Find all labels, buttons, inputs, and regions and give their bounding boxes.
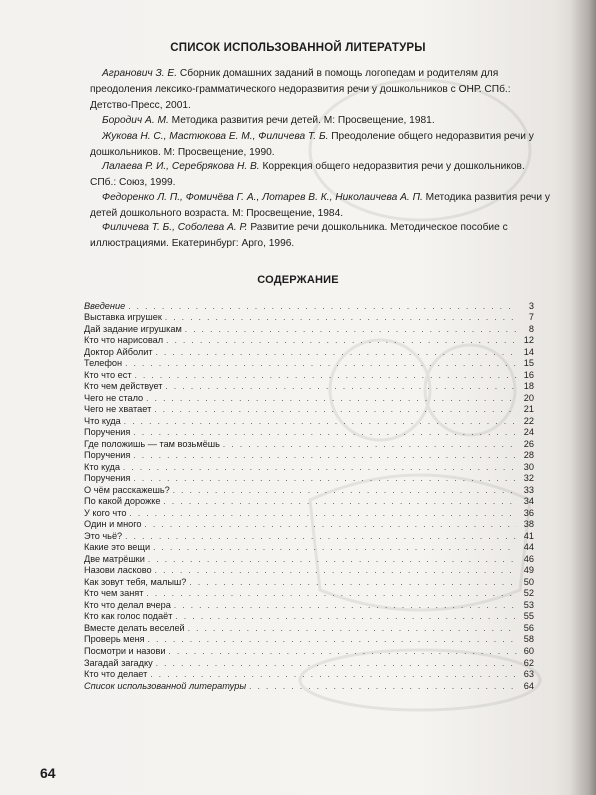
toc-dot-leader [135, 370, 517, 381]
toc-entry-page: 18 [523, 381, 534, 392]
toc-dot-leader [173, 485, 517, 496]
toc-dot-leader [156, 347, 517, 358]
toc-entry-page: 32 [523, 473, 534, 484]
toc-dot-leader [146, 588, 517, 599]
toc-dot-leader [124, 416, 517, 427]
toc-entry-page: 52 [523, 588, 534, 599]
toc-dot-leader [249, 681, 517, 692]
toc-entry-title: Две матрёшки [84, 553, 145, 564]
toc-dot-leader [169, 646, 517, 657]
toc-entry-page: 44 [523, 542, 534, 553]
toc-entry-title: Список использованной литературы [84, 680, 247, 691]
toc-entry-title: Чего не стало [84, 392, 144, 403]
entry-text: Методика развития речи у детей дошкольного возраста. М: Просвещение, 1984. [90, 192, 550, 219]
toc-dot-leader [175, 611, 517, 622]
toc-entry-page: 60 [523, 645, 534, 656]
toc-entry-title: Что куда [84, 415, 121, 426]
toc-entry-page: 22 [523, 415, 534, 426]
toc-entry [84, 611, 534, 623]
toc-entry [84, 657, 534, 669]
toc-entry-page: 49 [523, 565, 534, 576]
toc-entry-title: Чего не хватает [84, 404, 152, 415]
toc-dot-leader [174, 600, 517, 611]
toc-entry-title: Загадай загадку [84, 657, 153, 668]
toc-dot-leader [153, 542, 517, 553]
toc-entry-title: Как зовут тебя, малыш? [84, 576, 187, 587]
toc-dot-leader [188, 623, 517, 634]
toc-entry [84, 381, 534, 393]
toc-entry [84, 496, 534, 508]
toc-entry-page: 64 [523, 680, 534, 691]
bibliography-entry [90, 113, 552, 129]
toc-dot-leader [165, 312, 517, 323]
toc-entry [84, 484, 534, 496]
toc-dot-leader [165, 381, 517, 392]
toc-entry [84, 553, 534, 565]
toc-entry-page: 28 [523, 450, 534, 461]
toc-entry-page: 15 [523, 358, 534, 369]
toc-entry [84, 542, 534, 554]
toc-dot-leader [123, 462, 517, 473]
toc-entry-page: 3 [528, 300, 534, 311]
entry-author: Федоренко Л. П., Фомичёва Г. А., Лотарев В. К., Николаичева А. П. [102, 192, 423, 203]
bibliography-entry [90, 159, 552, 191]
toc-entry-page: 58 [523, 634, 534, 645]
toc-dot-leader [146, 393, 517, 404]
toc-entry-title: Проверь меня [84, 634, 145, 645]
toc-dot-leader [189, 577, 517, 588]
toc-entry-page: 36 [523, 507, 534, 518]
toc-entry-title: Где положишь — там возьмёшь [84, 438, 220, 449]
toc-entry [84, 323, 534, 335]
toc-entry [84, 392, 534, 404]
toc-entry-title: Дай задание игрушкам [84, 323, 182, 334]
toc-entry-page: 16 [523, 369, 534, 380]
toc-entry-title: О чём расскажешь? [84, 484, 170, 495]
toc-entry-page: 26 [523, 438, 534, 449]
toc-entry-title: Поручения [84, 427, 131, 438]
toc-entry [84, 312, 534, 324]
toc-dot-leader [166, 335, 517, 346]
toc-entry-title: У кого что [84, 507, 127, 518]
toc-dot-leader [125, 531, 517, 542]
toc-entry [84, 450, 534, 462]
page-number: 64 [40, 765, 56, 781]
toc-entry-title: Это чьё? [84, 530, 123, 541]
toc-entry-title: Кто чем занят [84, 588, 144, 599]
toc-entry-title: Телефон [84, 358, 123, 369]
toc-entry [84, 634, 534, 646]
toc-entry-page: 8 [528, 323, 534, 334]
toc-entry-title: Посмотри и назови [84, 645, 166, 656]
toc-dot-leader [125, 358, 517, 369]
bibliography-entry [90, 66, 552, 114]
toc-entry [84, 427, 534, 439]
bibliography-entry [90, 190, 552, 222]
toc-dot-leader [148, 554, 517, 565]
entry-author: Жукова Н. С., Мастюкова Е. М., Филичева Т. Б. [102, 131, 329, 142]
toc-entry [84, 530, 534, 542]
toc-dot-leader [185, 324, 517, 335]
toc-entry-page: 20 [523, 392, 534, 403]
toc-entry [84, 461, 534, 473]
entry-text: Сборник домашних заданий в помощь логопедам и родителям для преодоления лексико-грамматического недоразвития речи у дошкольников с ОНР. СПб.: Детство-Пресс, 2001. [90, 68, 511, 111]
bibliography-title: СПИСОК ИСПОЛЬЗОВАННОЙ ЛИТЕРАТУРЫ [170, 42, 426, 54]
toc-entry-title: Поручения [84, 450, 131, 461]
toc-dot-leader [133, 427, 517, 438]
toc-entry [84, 415, 534, 427]
toc-entry [84, 507, 534, 519]
entry-text: Преодоление общего недоразвития речи у дошкольников. М: Просвещение, 1990. [90, 131, 534, 158]
toc-dot-leader [129, 508, 517, 519]
entry-author: Филичева Т. Б., Соболева А. Р. [102, 222, 248, 233]
toc-entry-page: 63 [523, 669, 534, 680]
toc-entry-page: 55 [523, 611, 534, 622]
toc-entry-title: Один и много [84, 519, 142, 530]
entry-author: Лалаева Р. И., Серебрякова Н. В. [102, 161, 260, 172]
toc-entry-page: 33 [523, 484, 534, 495]
toc-entry [84, 473, 534, 485]
toc-entry-page: 62 [523, 657, 534, 668]
toc-entry-title: Выставка игрушек [84, 312, 162, 323]
toc-entry [84, 300, 534, 312]
bibliography-entry [90, 129, 552, 161]
toc-entry [84, 369, 534, 381]
entry-text: Коррекция общего недоразвития речи у дошкольников. СПб.: Союз, 1999. [90, 161, 525, 188]
toc-entry [84, 335, 534, 347]
toc-dot-leader [154, 404, 517, 415]
toc-entry-title: Введение [84, 300, 126, 311]
toc-entry-page: 53 [523, 599, 534, 610]
toc-entry-title: Назови ласково [84, 565, 152, 576]
toc-dot-leader [145, 519, 517, 530]
toc-dot-leader [156, 658, 517, 669]
toc-entry-title: Кто как голос подаёт [84, 611, 173, 622]
toc-entry-page: 50 [523, 576, 534, 587]
toc-entry-title: По какой дорожке [84, 496, 161, 507]
toc-entry-page: 14 [523, 346, 534, 357]
contents-title: СОДЕРЖАНИЕ [257, 274, 339, 286]
bibliography-entry [90, 220, 552, 252]
toc-dot-leader [223, 439, 517, 450]
toc-entry [84, 576, 534, 588]
entry-text: Развитие речи дошкольника. Методическое пособие с иллюстрациями. Екатеринбург: Арго, 1996. [90, 222, 508, 249]
table-of-contents [84, 300, 534, 692]
toc-dot-leader [148, 634, 517, 645]
toc-entry [84, 565, 534, 577]
toc-entry [84, 599, 534, 611]
entry-author: Бородич А. М. [102, 115, 169, 126]
toc-entry-title: Поручения [84, 473, 131, 484]
toc-entry-page: 56 [523, 622, 534, 633]
toc-dot-leader [155, 565, 517, 576]
toc-entry [84, 669, 534, 681]
toc-entry-page: 30 [523, 461, 534, 472]
toc-entry-page: 38 [523, 519, 534, 530]
toc-entry-page: 46 [523, 553, 534, 564]
toc-entry [84, 645, 534, 657]
entry-text: Методика развития речи детей. М: Просвещение, 1981. [168, 115, 435, 126]
toc-entry-title: Кто что ест [84, 369, 132, 380]
toc-entry [84, 404, 534, 416]
toc-dot-leader [163, 496, 517, 507]
toc-entry-title: Доктор Айболит [84, 346, 153, 357]
toc-dot-leader [133, 473, 517, 484]
toc-dot-leader [150, 669, 517, 680]
toc-entry-page: 12 [523, 335, 534, 346]
toc-entry-page: 41 [523, 530, 534, 541]
book-spine-shadow [570, 0, 596, 795]
toc-entry-page: 7 [528, 312, 534, 323]
toc-entry [84, 622, 534, 634]
toc-entry-title: Кто что делал вчера [84, 599, 171, 610]
toc-entry-page: 24 [523, 427, 534, 438]
toc-entry-page: 21 [523, 404, 534, 415]
toc-entry [84, 519, 534, 531]
toc-entry-title: Кто что делает [84, 669, 148, 680]
toc-entry [84, 588, 534, 600]
toc-dot-leader [128, 301, 517, 312]
toc-entry-title: Кто куда [84, 461, 121, 472]
toc-entry-title: Вместе делать веселей [84, 622, 185, 633]
toc-entry-title: Кто что нарисовал [84, 335, 164, 346]
toc-entry-title: Кто чем действует [84, 381, 163, 392]
toc-dot-leader [133, 450, 517, 461]
toc-entry [84, 346, 534, 358]
toc-entry [84, 680, 534, 692]
toc-entry-page: 34 [523, 496, 534, 507]
toc-entry [84, 438, 534, 450]
toc-entry [84, 358, 534, 370]
entry-author: Агранович З. Е. [102, 68, 178, 79]
toc-entry-title: Какие это вещи [84, 542, 151, 553]
